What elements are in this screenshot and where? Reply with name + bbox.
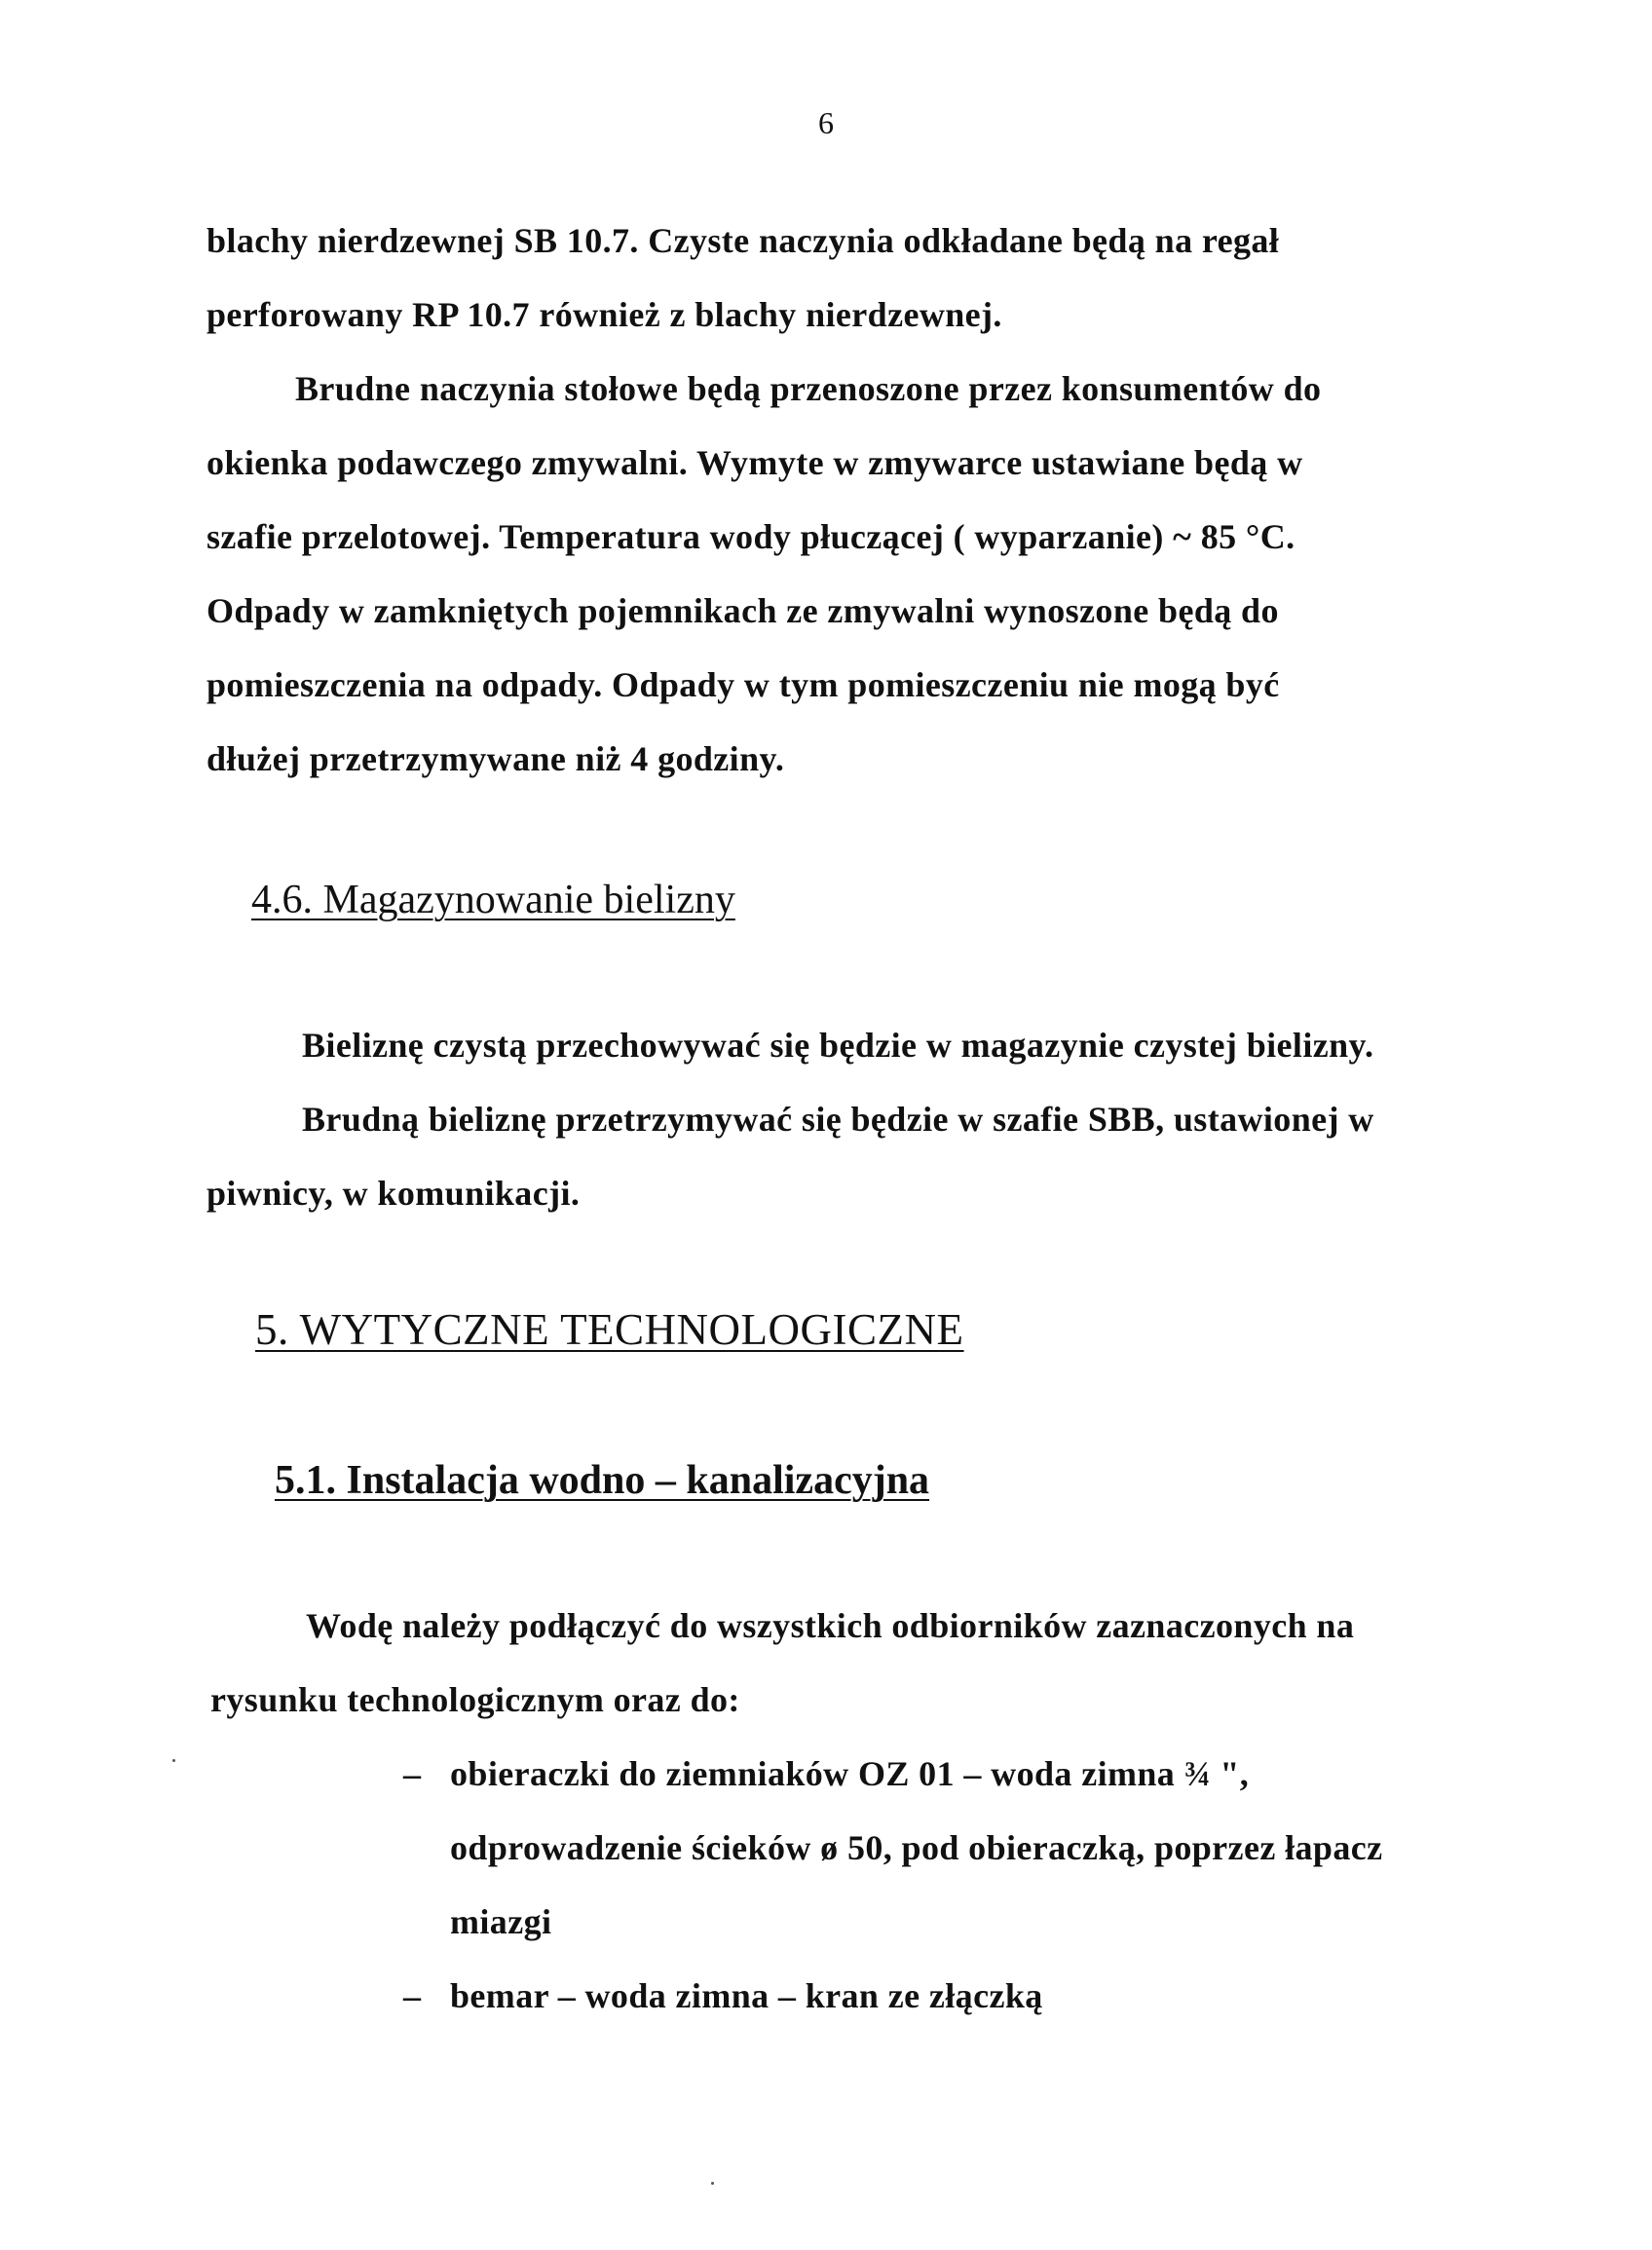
section-5-1-intro-line-1: Wodę należy podłączyć do wszystkich odbiorników zaznaczonych na <box>306 1606 1355 1645</box>
para2-line-5: pomieszczenia na odpady. Odpady w tym pomieszczeniu nie mogą być <box>206 665 1280 704</box>
list-item-2-line-1: bemar – woda zimna – kran ze złączką <box>450 1976 1043 2015</box>
section-4-6-para-2-line-2: piwnicy, w komunikacji. <box>206 1174 581 1213</box>
para1-line-2: perforowany RP 10.7 również z blachy nierdzewnej. <box>206 295 1002 334</box>
list-item-1-line-1: obieraczki do ziemniaków OZ 01 – woda zimna ¾ ", <box>450 1754 1250 1793</box>
scan-speck <box>172 1759 175 1762</box>
section-4-6-para-2-line-1: Brudną bieliznę przetrzymywać się będzie w szafie SBB, ustawionej w <box>302 1100 1374 1139</box>
para1-line-1: blachy nierdzewnej SB 10.7. Czyste naczynia odkładane będą na regał <box>206 221 1280 260</box>
section-4-6-heading: 4.6. Magazynowanie bielizny <box>251 878 735 922</box>
section-5-heading: 5. WYTYCZNE TECHNOLOGICZNE <box>255 1305 964 1354</box>
page-number: 6 <box>818 105 834 140</box>
list-item-1-line-2: odprowadzenie ścieków ø 50, pod obieraczką, poprzez łapacz <box>450 1828 1383 1867</box>
para2-line-6: dłużej przetrzymywane niż 4 godziny. <box>206 739 785 778</box>
section-4-6-para-1: Bieliznę czystą przechowywać się będzie w magazynie czystej bielizny. <box>302 1026 1374 1065</box>
section-5-1-heading: 5.1. Instalacja wodno – kanalizacyjna <box>275 1458 930 1503</box>
para2-line-4: Odpady w zamkniętych pojemnikach ze zmywalni wynoszone będą do <box>206 591 1279 630</box>
scan-speck <box>711 2182 714 2185</box>
para2-line-2: okienka podawczego zmywalni. Wymyte w zmywarce ustawiane będą w <box>206 443 1303 482</box>
section-5-1-intro-line-2: rysunku technologicznym oraz do: <box>210 1680 740 1719</box>
para2-line-1: Brudne naczynia stołowe będą przenoszone przez konsumentów do <box>295 369 1322 408</box>
list-bullet-1: – <box>403 1754 421 1793</box>
para2-line-3: szafie przelotowej. Temperatura wody płuczącej ( wyparzanie) ~ 85 °C. <box>206 517 1295 556</box>
list-item-1-line-3: miazgi <box>450 1902 552 1941</box>
list-bullet-2: – <box>403 1976 421 2015</box>
